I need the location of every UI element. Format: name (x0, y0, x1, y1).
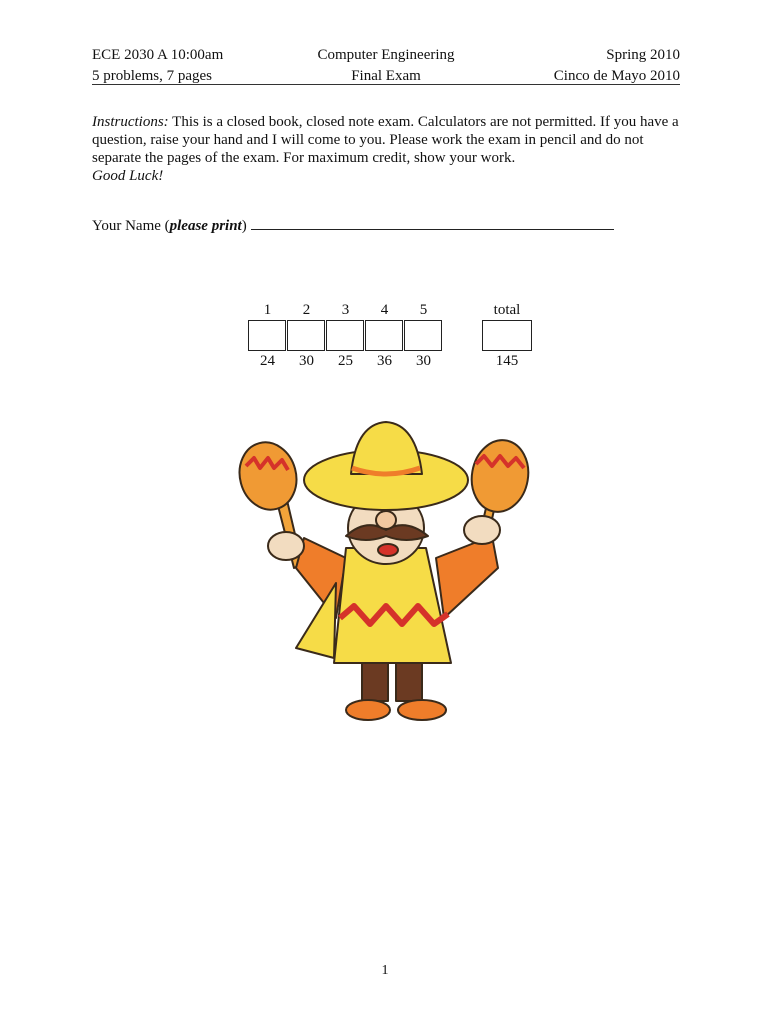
problem-points: 30 (299, 353, 314, 369)
problem-points: 24 (260, 353, 275, 369)
instructions-text: This is a closed book, closed note exam. Calculators are not permitted. If you have a question, raise your hand and I will come to you. Please work the exam in pencil and do not separate the pages of the exam. For maximum credit, show your work. (92, 114, 679, 166)
header-divider (92, 84, 680, 85)
exam-summary: 5 problems, 7 pages (92, 68, 212, 84)
course-code: ECE 2030 A 10:00am (92, 47, 224, 63)
instructions (92, 113, 682, 185)
problem-points: 30 (416, 353, 431, 369)
name-blank-line[interactable] (251, 216, 614, 230)
problem-points: 36 (377, 353, 392, 369)
page-number: 1 (381, 963, 389, 978)
problem-number: 2 (302, 302, 311, 318)
score-box-5[interactable] (404, 320, 442, 351)
problem-number: 5 (419, 302, 428, 318)
score-box-4[interactable] (365, 320, 403, 351)
department: Computer Engineering (317, 47, 455, 63)
name-field[interactable] (92, 216, 614, 235)
problem-points: 25 (338, 353, 353, 369)
exam-type: Final Exam (351, 68, 421, 84)
mariachi-with-maracas-icon (236, 418, 536, 728)
name-label-emphasis: please print (169, 218, 242, 234)
instructions-label: Instructions: (92, 114, 169, 130)
score-box-3[interactable] (326, 320, 364, 351)
exam-date: Cinco de Mayo 2010 (553, 68, 680, 84)
good-luck: Good Luck! (92, 168, 164, 184)
score-box-total[interactable] (482, 320, 532, 351)
term: Spring 2010 (606, 47, 680, 63)
score-box-2[interactable] (287, 320, 325, 351)
name-label-start: Your Name ( (92, 218, 170, 234)
problem-number: 4 (380, 302, 389, 318)
problem-number: 1 (263, 302, 272, 318)
score-box-1[interactable] (248, 320, 286, 351)
total-points: 145 (495, 353, 519, 369)
problem-number: 3 (341, 302, 350, 318)
name-label-end: ) (241, 218, 247, 234)
total-label: total (493, 302, 521, 318)
